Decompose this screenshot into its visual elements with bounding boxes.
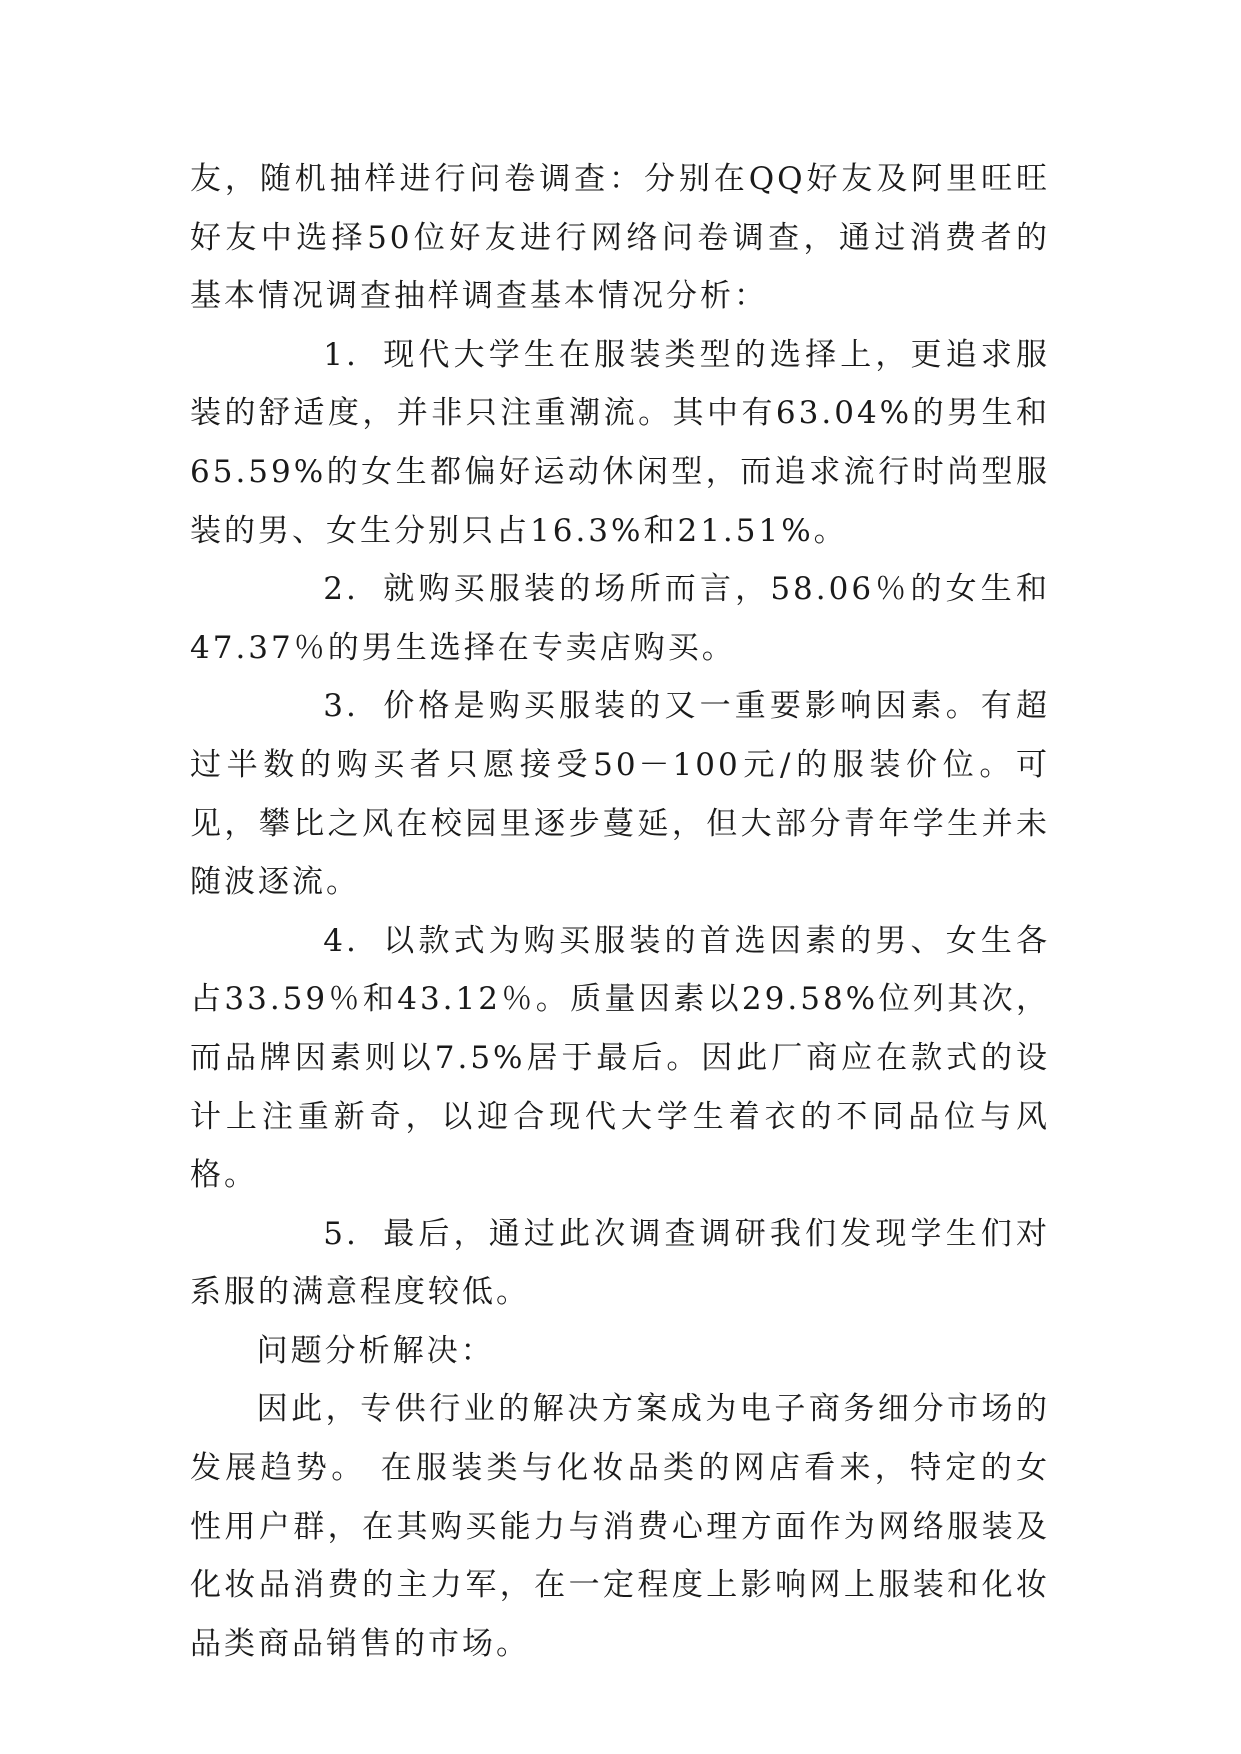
- paragraph-text: 以款式为购买服装的首选因素的男、女生各占33.59％和43.12％。质量因素以29.58%位列其次，而品牌因素则以7.5%居于最后。因此厂商应在款式的设计上注重新奇，以迎合现代大学生着衣的不同品位与风格。: [190, 922, 1050, 1194]
- paragraph-finding-4: [190, 912, 1050, 1205]
- paragraph-conclusion: [190, 1380, 1050, 1673]
- paragraph-text: 现代大学生在服装类型的选择上，更追求服装的舒适度，并非只注重潮流。其中有63.04%的男生和65.59%的女生都偏好运动休闲型，而追求流行时尚型服装的男、女生分别只占16.3%和21.51%。: [190, 336, 1050, 549]
- paragraph-finding-2: [190, 560, 1050, 677]
- paragraph-text: 最后，通过此次调查调研我们发现学生们对系服的满意程度较低。: [190, 1215, 1050, 1311]
- paragraph-text: 因此，专供行业的解决方案成为电子商务细分市场的发展趋势。 在服装类与化妆品类的网店看来，特定的女性用户群，在其购买能力与消费心理方面作为网络服装及化妆品消费的主力军，在一定程度上影响网上服装和化妆品类商品销售的市场。: [190, 1391, 1050, 1662]
- paragraph-text: 就购买服装的场所而言，58.06％的女生和47.37％的男生选择在专卖店购买。: [190, 571, 1050, 666]
- body-text: [190, 150, 1050, 1673]
- section-heading-analysis: [190, 1322, 1050, 1381]
- list-number: 5.: [323, 1215, 359, 1252]
- paragraph-finding-5: [190, 1205, 1050, 1322]
- list-number: 2.: [323, 571, 359, 608]
- paragraph-finding-3: [190, 677, 1050, 911]
- list-number: 1.: [323, 336, 359, 373]
- list-number: 4.: [323, 922, 359, 959]
- paragraph-finding-1: [190, 326, 1050, 560]
- paragraph-text: 问题分析解决：: [256, 1332, 495, 1369]
- paragraph-text: 价格是购买服装的又一重要影响因素。有超过半数的购买者只愿接受50－100元/的服装价位。可见，攀比之风在校园里逐步蔓延，但大部分青年学生并未随波逐流。: [190, 688, 1050, 901]
- paragraph-text: 友，随机抽样进行问卷调查：分别在QQ好友及阿里旺旺好友中选择50位好友进行网络问卷调查，通过消费者的基本情况调查抽样调查基本情况分析：: [190, 161, 1050, 315]
- paragraph-survey-method: [190, 150, 1050, 326]
- list-number: 3.: [323, 688, 359, 725]
